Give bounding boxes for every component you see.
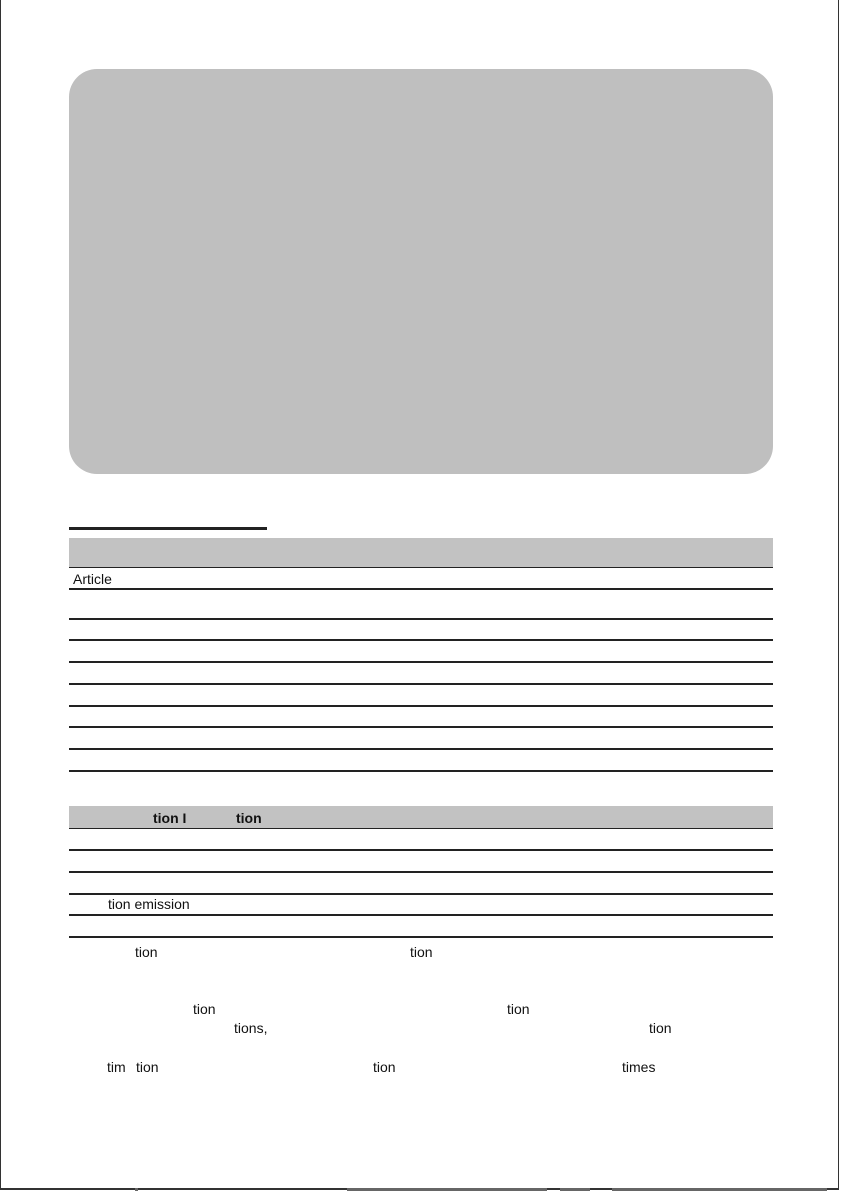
table-2-header-text: tion I [153,810,187,826]
table-1-row-label: Article [73,571,112,587]
bottom-edge-marks [0,1188,839,1192]
text-fragment: tion [649,1020,672,1036]
table-row-divider [69,588,773,590]
text-fragment: tion [135,944,158,960]
table-row-divider [69,726,773,728]
edge-mark [347,1188,547,1191]
table-row-divider [69,661,773,663]
section-heading-rule [69,527,267,530]
table-2-header-text: tion [236,810,262,826]
text-fragment: tions, [234,1020,268,1036]
image-placeholder-panel [69,69,773,474]
text-fragment: tion [193,1001,216,1017]
text-fragment: tim [107,1059,126,1075]
table-row-divider [69,618,773,620]
text-fragment: tion [136,1059,159,1075]
table-2-row-text: tion emission [108,896,190,912]
table-row-divider [69,936,773,938]
table-row-divider [69,748,773,750]
table-row-divider [69,770,773,772]
text-fragment: times [622,1059,656,1075]
edge-mark [135,1188,138,1191]
table-row-divider [69,683,773,685]
table-row-divider [69,871,773,873]
table-row-divider [69,849,773,851]
text-fragment: tion [410,944,433,960]
table-row-divider [69,705,773,707]
table-row-divider [69,639,773,641]
edge-mark [612,1188,827,1191]
text-fragment: tion [507,1001,530,1017]
table-row-divider [69,914,773,916]
table-1-header-band [69,538,773,568]
edge-mark [560,1188,590,1191]
table-row-divider [69,893,773,895]
text-fragment: tion [373,1059,396,1075]
